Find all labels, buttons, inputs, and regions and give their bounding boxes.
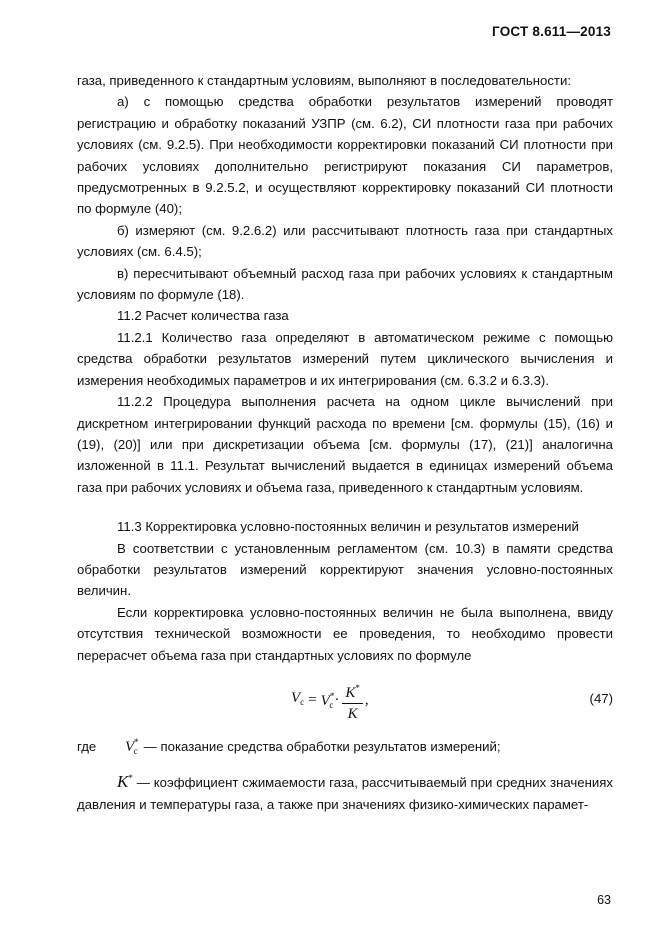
paragraph-11-2-1: 11.2.1 Количество газа определяют в автоматическом режиме с помощью средства обработки результатов измерений путем циклического вычисления и измерения необходимых параметров и их интегрирования (см. 6.3.2 и 6.3.3). [77,329,613,388]
formula-comma: , [364,692,369,709]
spacer [77,498,613,516]
list-item-c: в) пересчитывают объемный расход газа при рабочих условиях к стандартным условиям по формуле (18). [77,265,613,303]
fraction-numerator: K* [342,678,363,704]
paragraph: В соответствии с установленным регламентом (см. 10.3) в памяти средства обработки результатов измерений корректируют значения условно-постоянных величин. [77,540,613,599]
paragraph-11-2-2: 11.2.2 Процедура выполнения расчета на одном цикле вычислений при дискретном интегрировании функций расхода по времени [см. формулы (15), (16) и (19), (20)] или при дискретизации объема [см. формулы (17), (21)] аналогична изложенной в 11.1. Результат вычислений выдается в единицах измерений объема газа при рабочих условиях и объема газа, приведенного к стандартным условиям. [77,394,613,495]
paragraph: газа, приведенного к стандартным условиям, выполняют в последовательности: [77,73,572,88]
list-item-a: а) с помощью средства обработки результатов измерений проводят регистрацию и обработку показаний УЗПР (см. 6.2), СИ плотности газа при рабочих условиях (см. 9.2.5). При необходимости корректировки показаний СИ плотности при рабочих условиях дополнительно регистрируют показания СИ параметров, предусмотренных в 9.2.5.2, и осуществляют корректировку показаний СИ плотности по формуле (40); [77,94,613,217]
standard-code-header: ГОСТ 8.611—2013 [492,24,611,39]
definition-text: — показание средства обработки результатов измерений; [143,738,501,754]
body-text [77,70,613,815]
equals-sign: = [308,692,317,709]
page-number: 63 [597,893,611,907]
formula-lhs: $V_с$ [291,690,305,708]
formula-fraction [342,678,363,724]
formula-rhs-volume: $V^*_с$ [320,690,335,710]
section-heading-11-2: 11.2 Расчет количества газа [117,308,289,324]
fraction-denominator: K [347,705,358,722]
section-heading-11-3: 11.3 Корректировка условно-постоянных величин и результатов измерений [117,519,579,535]
paragraph: Если корректировка условно-постоянных величин не была выполнена, ввиду отсутствия технической возможности ее проведения, то необходимо провести перерасчет объема газа при стандартных условиях по формуле [77,604,613,663]
symbol-vc-star: $V^*_с$ [125,736,139,756]
symbol-k-star: K* [117,772,133,792]
where-definition-1 [77,732,613,762]
list-item-b: б) измеряют (см. 9.2.6.2) или рассчитывают плотность газа при стандартных условиях (см. 6.4.5); [77,222,613,260]
formula-47 [77,674,613,726]
where-word: где [77,738,97,754]
where-definition-2 [77,768,613,815]
equation-number: (47) [589,690,613,706]
formula-expression: $V_с$ = $V^*_с$ · $\frac{K^*}{K}$ , [291,678,369,724]
definition-text: — коэффициент сжимаемости газа, рассчитываемый при средних значениях давления и температуры газа, а также при значениях физико-химических парамет- [77,775,613,812]
